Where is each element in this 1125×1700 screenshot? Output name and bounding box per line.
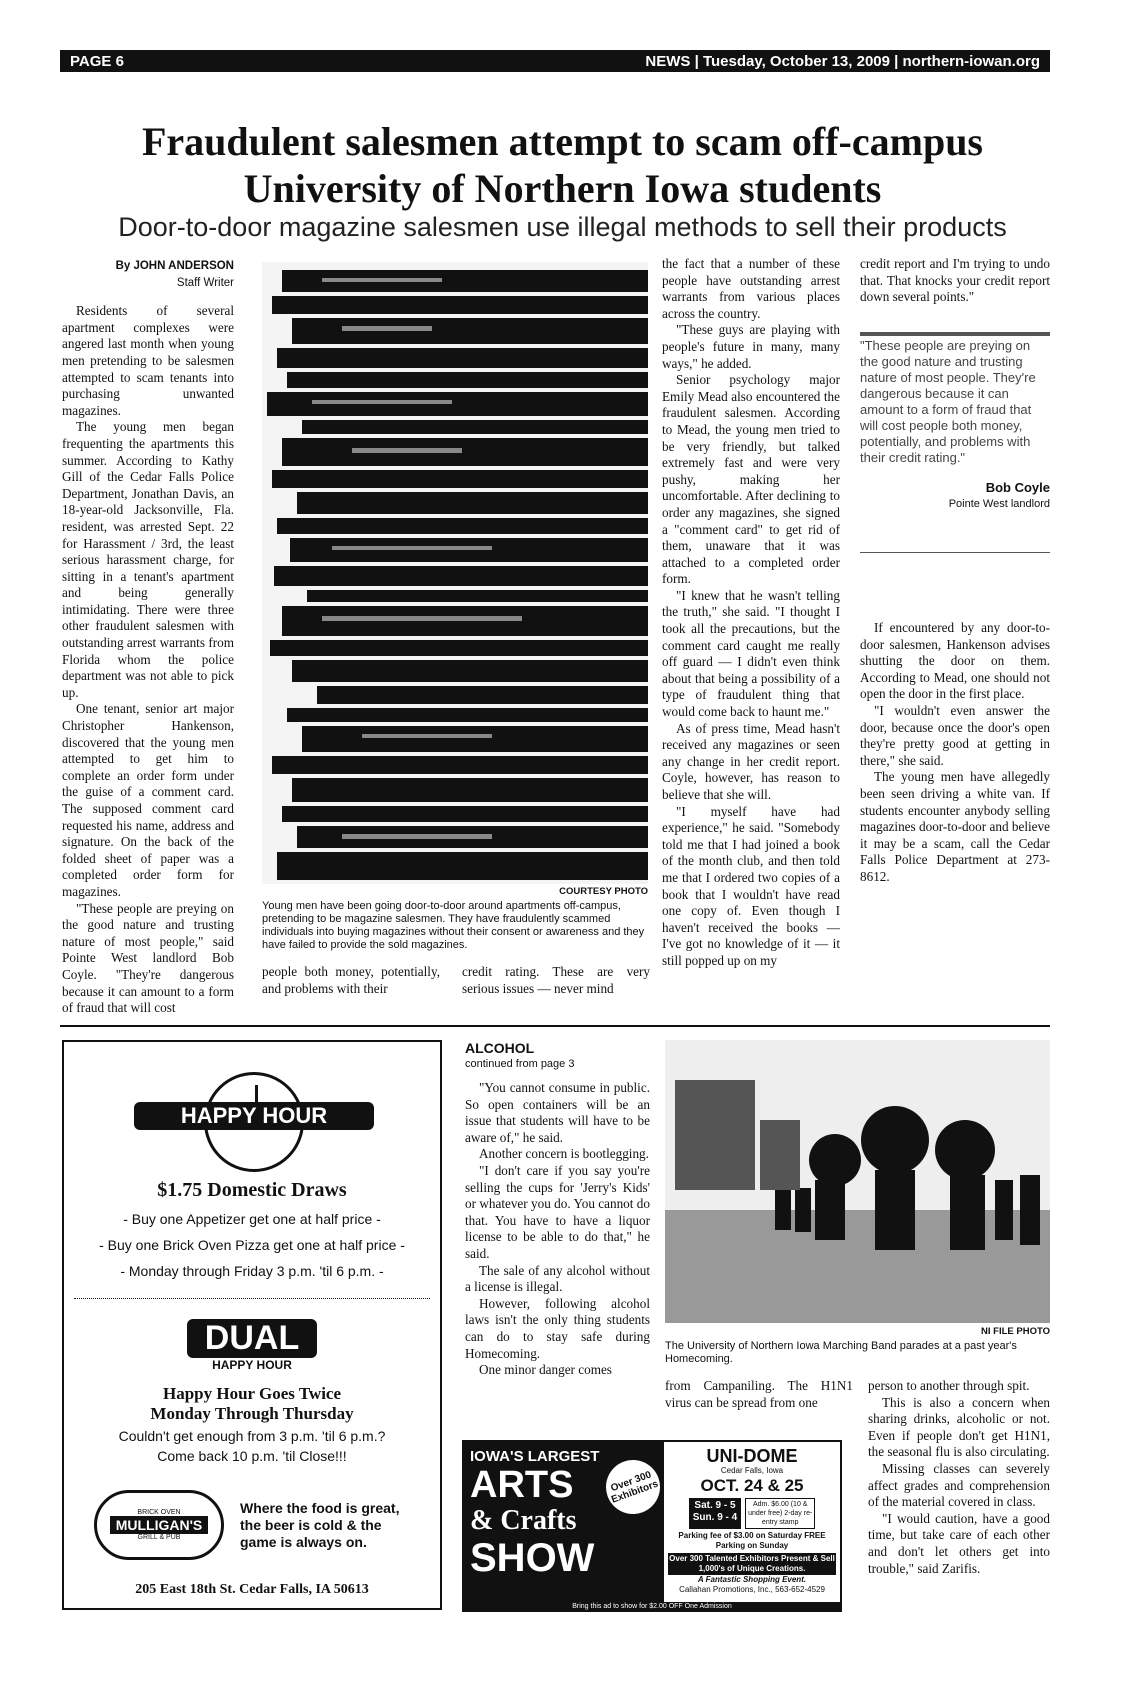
headline-line-1: Fraudulent salesmen attempt to scam off-campus	[141, 119, 983, 164]
tagline-line: the beer is cold & the	[240, 1516, 382, 1533]
twice-question: Couldn't get enough from 3 p.m. 'til 6 p.m.?	[118, 1428, 386, 1444]
page-number: PAGE 6	[70, 52, 124, 70]
exhibitors-info: Over 300 Talented Exhibitors Present & Sell 1,000's of Unique Creations.	[669, 1554, 835, 1573]
tagline-line: game is always on.	[240, 1533, 367, 1550]
paragraph: One tenant, senior art major Christopher Hankenson, discovered that the young men attempted to get him to complete an order form under the guise of a comment card. The supposed comment card requested his name, address and signature. On the back of the folded sheet of paper was a completed order form for magazines.	[62, 701, 234, 899]
marching-band-illustration	[665, 1040, 1050, 1323]
twice-headline: Happy Hour Goes Twice	[162, 1384, 342, 1403]
alcohol-column-3	[868, 1378, 1050, 1577]
show-word: SHOW	[470, 1536, 595, 1580]
arts-word: ARTS	[470, 1464, 574, 1506]
paragraph: credit rating. These are very serious issues — never mind	[462, 964, 650, 996]
marching-band-photo	[665, 1040, 1050, 1323]
pull-quote-text: "These people are preying on the good nature and trusting nature of most people. They're dangerous because it can amount to a form of fraud that will cost people both money, potentially, and problems with their credit rating."	[860, 338, 1036, 465]
headline-line-2: University of Northern Iowa students	[243, 166, 882, 211]
alcohol-column-2	[665, 1378, 853, 1411]
twice-days: Monday Through Thursday	[150, 1404, 354, 1423]
mulligans-logo-row	[94, 1490, 440, 1560]
logo-top-text: BRICK OVEN	[137, 1509, 181, 1516]
mulligans-address: 205 East 18th St. Cedar Falls, IA 50613	[135, 1582, 369, 1597]
paragraph: If encountered by any door-to-door salesmen, Hankenson advises shutting the door on them. According to Mead, one should not open the door in the first place.	[860, 620, 1050, 702]
paragraph: "I wouldn't even answer the door, because once the door's open they're pretty good at getting in there," she said.	[860, 702, 1050, 768]
paragraph: "I don't care if you say you're selling the cups for 'Jerry's Kids' or whatever you do. You cannot do that. You have to have a liquor license to be able to do that," he said.	[465, 1162, 650, 1261]
promoter: Callahan Promotions, Inc., 563-652-4529	[679, 1585, 825, 1594]
pull-quote-role: Pointe West landlord	[948, 498, 1050, 510]
domestic-draws: $1.75 Domestic Draws	[157, 1179, 347, 1201]
logo-bottom-text: GRILL & PUB	[137, 1534, 181, 1541]
photo-caption: The University of Northern Iowa Marching Band parades at a past year's Homecoming.	[665, 1340, 1017, 1365]
paragraph: The sale of any alcohol without a license is illegal.	[465, 1262, 650, 1295]
section-divider	[60, 1025, 1050, 1027]
paragraph: the fact that a number of these people have outstanding arrest warrants from various places across the country.	[662, 256, 840, 321]
tagline-line: Where the food is great,	[240, 1499, 400, 1516]
mulligans-ad	[62, 1040, 442, 1610]
happy-hour-clock-banner	[64, 1042, 440, 1167]
photo-credit: NI FILE PHOTO	[981, 1326, 1050, 1337]
logo-name: MULLIGAN'S	[110, 1516, 209, 1534]
special-line: - Monday through Friday 3 p.m. 'til 6 p.m. -	[120, 1263, 384, 1279]
paragraph: This is also a concern when sharing drinks, alcoholic or not. Even if people don't get H1N1, the seasonal flu is also circulating.	[868, 1394, 1050, 1460]
paragraph: credit report and I'm trying to undo that. That knocks your credit report down several points."	[860, 256, 1050, 305]
mulligans-tagline	[240, 1500, 399, 1551]
paragraph: "You cannot consume in public. So open containers will be an issue that students will have to be aware of," he said.	[465, 1080, 650, 1145]
dual-sub: HAPPY HOUR	[212, 1358, 292, 1372]
paragraph: from Campaniling. The H1N1 virus can be spread from one	[665, 1378, 853, 1410]
twice-come-back: Come back 10 p.m. 'til Close!!!	[157, 1448, 347, 1464]
story-column-4-end	[860, 620, 1050, 886]
venue: UNI-DOME	[706, 1446, 798, 1466]
ad-dotted-divider	[74, 1298, 430, 1299]
byline: By JOHN ANDERSON	[115, 260, 234, 272]
happy-hour-label: HAPPY HOUR	[134, 1102, 374, 1130]
headline	[40, 118, 1085, 212]
paragraph: As of press time, Mead hasn't received any magazines or seen any change in her credit report. Coyle, however, has reason to believe that she will.	[662, 720, 840, 802]
arts-crafts-left-panel	[464, 1442, 664, 1608]
special-line: - Buy one Appetizer get one at half price -	[123, 1211, 381, 1227]
story-column-3-end	[462, 964, 650, 997]
venue-city: Cedar Falls, Iowa	[720, 1466, 784, 1475]
section-date-url: NEWS | Tuesday, October 13, 2009 | northern-iowan.org	[645, 52, 1040, 70]
page-header-bar	[60, 50, 1050, 72]
photo-caption: Young men have been going door-to-door around apartments off-campus, pretending to be magazine salesmen. They have fraudulently scammed individuals into buying magazines without their consent or awareness and they have failed to provide the sold magazines.	[262, 900, 645, 951]
paragraph: Senior psychology major Emily Mead also encountered the fraudulent salesmen. According to Mead, the young men tried to be very friendly, but talked extremely fast and were very pushy, making her uncomfortable. After declining to order any magazines, she signed a "comment card" to get rid of them, unaware that it was attached to a completed order form.	[662, 372, 840, 587]
byline-role: Staff Writer	[176, 276, 234, 289]
mulligans-logo	[94, 1490, 224, 1560]
coupon-strip: Bring this ad to show for $2.00 OFF One Admission	[462, 1602, 842, 1612]
magazine-stack-photo	[262, 262, 648, 884]
paragraph: One minor danger comes	[479, 1362, 612, 1378]
pull-quote	[860, 338, 1050, 512]
story-column-2	[262, 964, 440, 997]
story-column-3	[662, 256, 840, 970]
exhibitors-badge: Over 300 Exhibitors	[598, 1452, 667, 1521]
special-line: - Buy one Brick Oven Pizza get one at half price -	[99, 1237, 405, 1253]
story-column-4	[860, 256, 1050, 306]
paragraph: The young men have allegedly been seen driving a white van. If students encounter anybody selling magazines door-to-door and believe it may be a scam, call the Cedar Falls Police Department at 273-8612.	[860, 769, 1050, 884]
continued-note: continued from page 3	[465, 1058, 575, 1070]
deck: Door-to-door magazine salesmen use illegal methods to sell their products	[118, 212, 1007, 242]
paragraph: "I knew that he wasn't telling the truth," she said. "I thought I took all the precautions, but the comment card caught me really off guard — I didn't even think about that being a possibility of a type of fraudulent thing that would come back to haunt me."	[662, 587, 840, 720]
specials-list	[64, 1206, 440, 1284]
pull-quote-rule	[860, 332, 1050, 336]
paragraph: The young men began frequenting the apartments this summer. According to Kathy Gill of the Cedar Falls Police Department, Jonathan Davis, an 18-year-old Jacksonville, Fla. resident, was arrested Sept. 22 for Harassment / 3rd, the least serious harassment charge, for sitting in a tenant's apartment and being generally intimidating. There were three other fraudulent salesmen with outstanding arrest warrants from Florida whom the police department was not able to pick up.	[62, 419, 234, 700]
arts-crafts-ad	[462, 1440, 842, 1610]
paragraph: "These people are preying on the good nature and trusting nature of most people," said Pointe West landlord Bob Coyle. "They're dangerous because it can amount to a form of fraud that will cost	[62, 900, 234, 1016]
photo-credit: COURTESY PHOTO	[559, 886, 648, 897]
show-dates: OCT. 24 & 25	[700, 1476, 804, 1495]
paragraph: "I myself have had experience," he said. "Somebody told me that I had joined a book of the month club, and then told me that I ordered two copies of a book that I wouldn't have read one copy of. Even though I haven't received the books — I've got no knowledge of it — it still popped up on my	[662, 803, 840, 968]
hours-row	[668, 1498, 836, 1529]
dual-label: DUAL	[187, 1319, 317, 1358]
pull-quote-name: Bob Coyle	[985, 480, 1050, 495]
pull-quote-bottom-rule	[860, 552, 1050, 553]
fantastic-event: A Fantastic Shopping Event.	[697, 1575, 807, 1584]
story-column-1	[62, 258, 234, 1017]
admission: Adm. $6.00 (10 & under free) 2-day re-entry stamp	[745, 1498, 815, 1529]
crafts-word: & Crafts	[470, 1505, 577, 1536]
paragraph: person to another through spit.	[868, 1378, 1030, 1393]
sunday-hours: Sun. 9 - 4	[692, 1512, 738, 1523]
iowas-largest: IOWA'S LARGEST	[470, 1448, 600, 1465]
section-label: ALCOHOL	[465, 1040, 535, 1056]
paragraph: "I would caution, have a good time, but take care of each other and don't let others get into trouble," said Zarifis.	[868, 1510, 1050, 1576]
paragraph: Residents of several apartment complexes were angered last month when young men pretending to be salesmen attempted to scam tenants into purchasing unwanted magazines.	[62, 303, 234, 418]
alcohol-column-1	[465, 1080, 650, 1379]
paragraph: people both money, potentially, and problems with their	[262, 964, 440, 996]
show-hours	[689, 1498, 741, 1529]
paragraph: Another concern is bootlegging.	[479, 1146, 649, 1162]
magazine-stack-illustration	[262, 262, 648, 884]
paragraph: However, following alcohol laws isn't the only thing students can do to stay safe during Homecoming.	[465, 1295, 650, 1361]
paragraph: "These guys are playing with people's future in many, many ways," he added.	[662, 322, 840, 371]
arts-crafts-right-panel	[664, 1442, 840, 1608]
paragraph: Missing classes can severely affect grades and comprehension of the material covered in class.	[868, 1460, 1050, 1510]
parking-info: Parking fee of $3.00 on Saturday FREE Parking on Sunday	[678, 1531, 826, 1550]
saturday-hours: Sat. 9 - 5	[694, 1500, 736, 1511]
